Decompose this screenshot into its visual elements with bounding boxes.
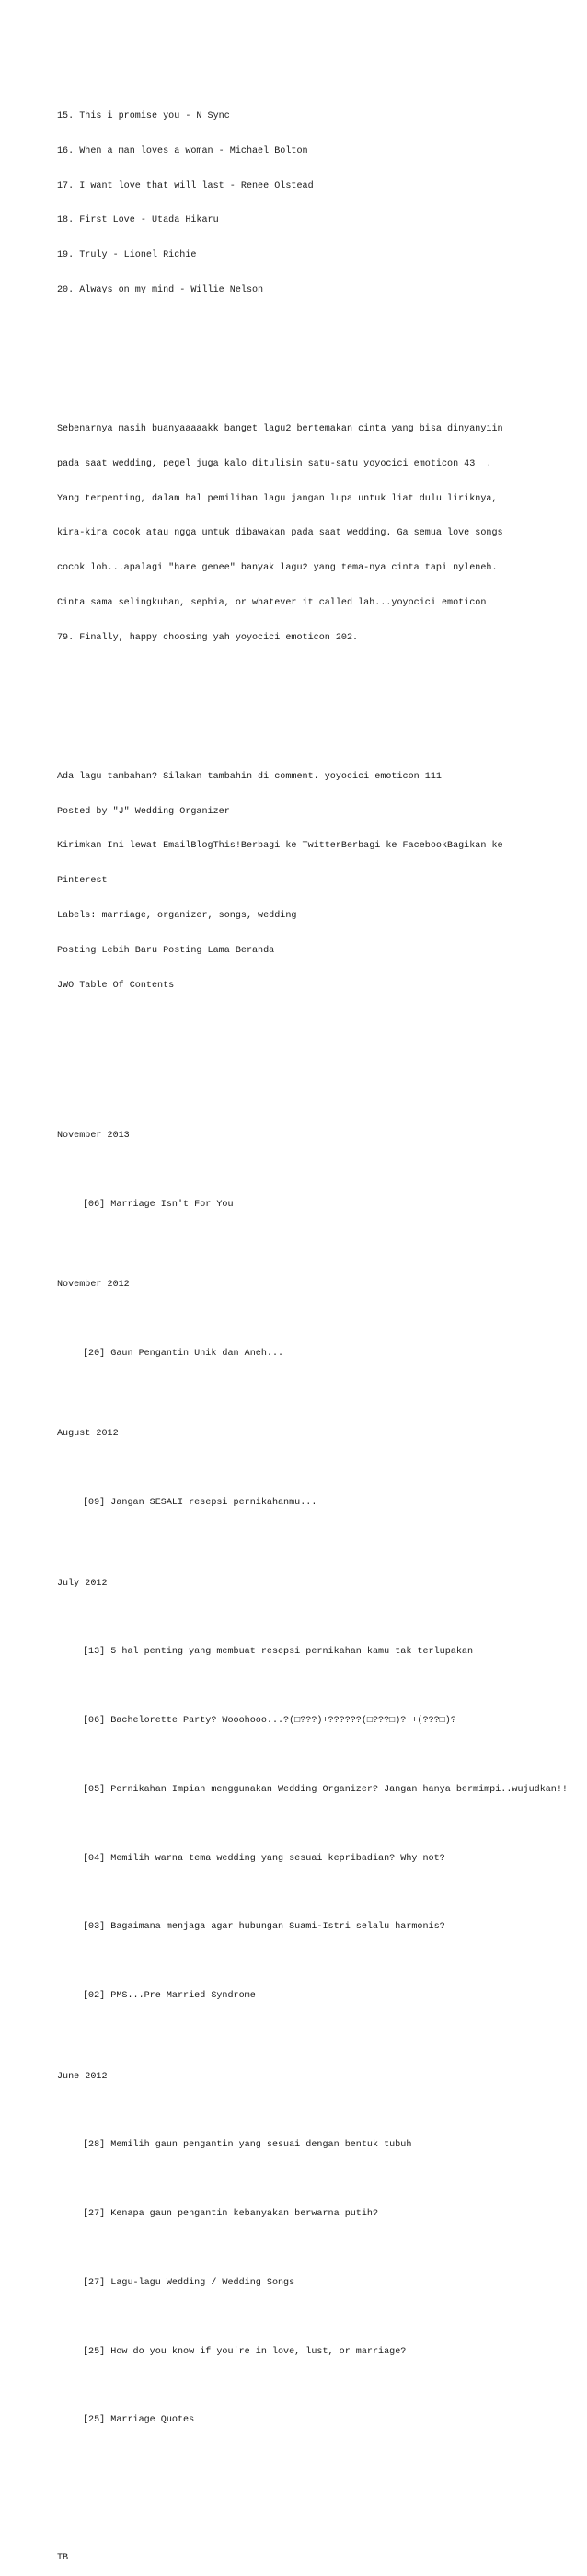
archive-month[interactable]: November 2013 bbox=[57, 1131, 130, 1142]
list-item: 16. When a man loves a woman - Michael Bolton bbox=[57, 145, 308, 156]
paragraph-line: Cinta sama selingkuhan, sephia, or whatever it called lah...yoyocici emoticon bbox=[57, 597, 487, 608]
archive-entry[interactable]: [27] Lagu-lagu Wedding / Wedding Songs bbox=[83, 2277, 295, 2288]
archive-entry[interactable]: [25] Marriage Quotes bbox=[83, 2415, 195, 2426]
archive-entry[interactable]: [13] 5 hal penting yang membuat resepsi pernikahan kamu tak terlupakan bbox=[83, 1647, 474, 1658]
spacer bbox=[57, 1050, 572, 1062]
list-item: 20. Always on my mind - Willie Nelson bbox=[57, 284, 264, 295]
share-links[interactable]: Kirimkan Ini lewat EmailBlogThis!Berbagi ke TwitterBerbagi ke FacebookBagikan ke bbox=[57, 841, 503, 852]
list-item: 15. This i promise you - N Sync bbox=[57, 110, 230, 121]
archive-entry[interactable]: [20] Gaun Pengantin Unik dan Aneh... bbox=[83, 1349, 284, 1360]
paragraph-line: cocok loh...apalagi "hare genee" banyak lagu2 yang tema-nya cinta tapi nyleneh. bbox=[57, 563, 498, 574]
archive-month[interactable]: August 2012 bbox=[57, 1429, 119, 1440]
list-item: 18. First Love - Utada Hikaru bbox=[57, 215, 219, 226]
posted-by[interactable]: Posted by "J" Wedding Organizer bbox=[57, 806, 230, 817]
end-text: TB bbox=[57, 2552, 69, 2563]
share-links-continued[interactable]: Pinterest bbox=[57, 876, 108, 887]
archive-month[interactable]: July 2012 bbox=[57, 1578, 108, 1589]
list-item: 17. I want love that will last - Renee Olstead bbox=[57, 180, 314, 191]
archive-entry[interactable]: [06] Marriage Isn't For You bbox=[83, 1199, 234, 1210]
archive-entry[interactable]: [03] Bagaimana menjaga agar hubungan Suami-Istri selalu harmonis? bbox=[83, 1922, 445, 1933]
archive-month[interactable]: June 2012 bbox=[57, 2071, 108, 2082]
paragraph-line: kira-kira cocok atau ngga untuk dibawakan pada saat wedding. Ga semua love songs bbox=[57, 528, 503, 539]
blog-archive bbox=[57, 1096, 572, 2518]
archive-entry[interactable]: [04] Memilih warna tema wedding yang sesuai kepribadian? Why not? bbox=[83, 1853, 445, 1864]
archive-entry[interactable]: [06] Bachelorette Party? Wooohooo...?(□???)+??????(□???□)? +(???□)? bbox=[83, 1716, 456, 1727]
paragraph-line: Yang terpenting, dalam hal pemilihan lagu jangan lupa untuk liat dulu liriknya, bbox=[57, 493, 498, 504]
post-footer bbox=[57, 749, 572, 1016]
paragraph-line: pada saat wedding, pegel juga kalo ditulisin satu-satu yoyocici emoticon 43 . bbox=[57, 458, 492, 469]
archive-entry[interactable]: [28] Memilih gaun pengantin yang sesuai dengan bentuk tubuh bbox=[83, 2140, 412, 2151]
archive-entry[interactable]: [05] Pernikahan Impian menggunakan Wedding Organizer? Jangan hanya bermimpi..wujudkan!! bbox=[83, 1784, 568, 1795]
post-navigation[interactable]: Posting Lebih Baru Posting Lama Beranda bbox=[57, 945, 275, 956]
archive-entry[interactable]: [09] Jangan SESALI resepsi pernikahanmu... bbox=[83, 1498, 317, 1509]
spacer bbox=[57, 702, 572, 714]
body-paragraph bbox=[57, 401, 572, 668]
archive-entry[interactable]: [02] PMS...Pre Married Syndrome bbox=[83, 1991, 256, 2002]
labels-line[interactable]: Labels: marriage, organizer, songs, wedding bbox=[57, 910, 297, 921]
document-page bbox=[57, 53, 572, 2576]
spacer bbox=[57, 354, 572, 366]
paragraph-line: Sebenarnya masih buanyaaaaakk banget lagu2 bertemakan cinta yang bisa dinyanyiin bbox=[57, 424, 503, 434]
song-list bbox=[57, 88, 572, 320]
toc-heading: JWO Table Of Contents bbox=[57, 980, 175, 991]
archive-entry[interactable]: [25] How do you know if you're in love, lust, or marriage? bbox=[83, 2346, 407, 2357]
archive-entry[interactable]: [27] Kenapa gaun pengantin kebanyakan berwarna putih? bbox=[83, 2209, 379, 2220]
archive-month[interactable]: November 2012 bbox=[57, 1280, 130, 1291]
paragraph-line: 79. Finally, happy choosing yah yoyocici emoticon 202. bbox=[57, 632, 359, 643]
comment-prompt: Ada lagu tambahan? Silakan tambahin di comment. yoyocici emoticon 111 bbox=[57, 771, 442, 782]
list-item: 19. Truly - Lionel Richie bbox=[57, 250, 197, 261]
